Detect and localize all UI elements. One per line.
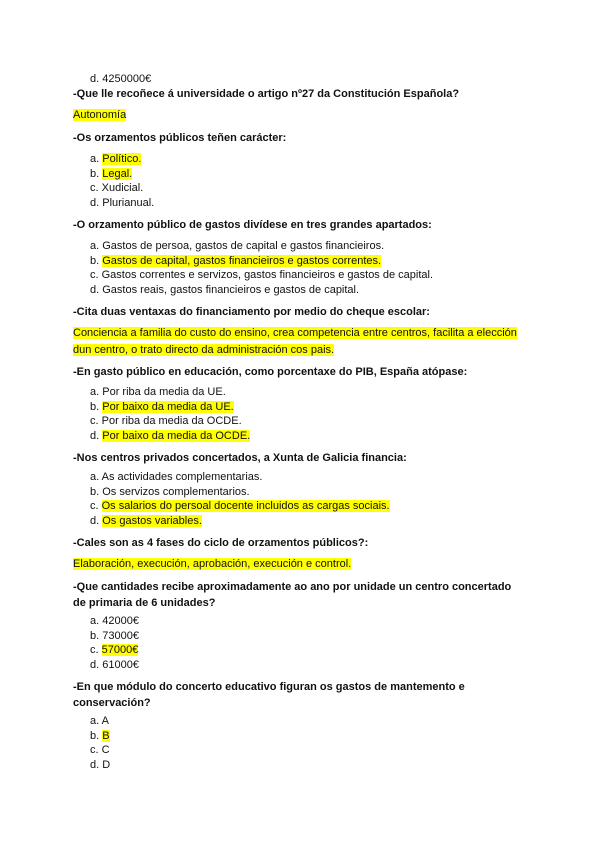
question-heading: -Os orzamentos públicos teñen carácter:	[73, 132, 287, 144]
list-item: c. C	[90, 744, 110, 756]
question-heading: -Nos centros privados concertados, a Xunta de Galicia financia:	[73, 452, 407, 464]
list-item: b. Legal.	[90, 167, 133, 180]
list-item: c. Os salarios do persoal docente incluidos as cargas sociais.	[90, 500, 390, 512]
question-heading: -Que lle recoñece á universidade o artigo nº27 da Constitución Española?	[73, 88, 460, 100]
option-list	[90, 385, 250, 443]
list-item: d. Gastos reais, gastos financieiros e gastos de capital.	[90, 283, 360, 296]
answer-text: Conciencia a familia do custo do ensino, crea competencia entre centros, facilita a elección dun centro, o trato directo da administración cos pais.	[73, 327, 517, 356]
list-item: c. Gastos correntes e servizos, gastos financieiros e gastos de capital.	[90, 269, 434, 281]
list-item: a. As actividades complementarias.	[90, 471, 263, 483]
option-list	[90, 614, 139, 672]
list-item: a. 42000€	[90, 615, 139, 627]
list-item: b. Os servizos complementarios.	[90, 485, 250, 498]
question-heading: -Cita duas ventaxas do financiamento por medio do cheque escolar:	[73, 306, 430, 318]
list-item: d. D	[90, 758, 111, 771]
answer-text: Autonomía	[73, 109, 127, 121]
list-item: d. Por baixo da media da OCDE.	[90, 429, 251, 442]
list-item: a. Político.	[90, 153, 142, 165]
answer-text: Elaboración, execución, aprobación, execución e control.	[73, 558, 352, 570]
list-item: c. Por riba da media da OCDE.	[90, 415, 242, 427]
option-list	[90, 239, 433, 297]
list-item: d. 4250000€	[90, 73, 152, 85]
list-item: d. 61000€	[90, 658, 139, 671]
list-item: d. Os gastos variables.	[90, 514, 202, 527]
list-item: a. Por riba da media da UE.	[90, 386, 226, 398]
question-heading: -En que módulo do concerto educativo figuran os gastos de mantemento e conservación?	[73, 681, 465, 709]
list-item: b. 73000€	[90, 629, 139, 642]
question-heading: -Cales son as 4 fases do ciclo de orzamentos públicos?:	[73, 537, 369, 549]
question-heading: -En gasto público en educación, como porcentaxe do PIB, España atópase:	[73, 366, 468, 378]
list-item: b. Gastos de capital, gastos financieiros e gastos correntes.	[90, 254, 382, 267]
question-heading: -Que cantidades recibe aproximadamente ao ano por unidade un centro concertado de primaria de 6 unidades?	[73, 581, 512, 609]
list-item: a. A	[90, 715, 109, 727]
list-item: b. B	[90, 729, 110, 742]
list-item: c. Xudicial.	[90, 182, 144, 194]
option-list	[90, 152, 154, 210]
list-item: d. Plurianual.	[90, 196, 155, 209]
option-list	[90, 470, 390, 528]
list-item: a. Gastos de persoa, gastos de capital e gastos financieiros.	[90, 240, 385, 252]
option-list	[90, 72, 151, 87]
option-list	[90, 714, 110, 772]
list-item: c. 57000€	[90, 644, 139, 656]
list-item: b. Por baixo da media da UE.	[90, 400, 234, 413]
question-heading: -O orzamento público de gastos divídese en tres grandes apartados:	[73, 219, 432, 231]
